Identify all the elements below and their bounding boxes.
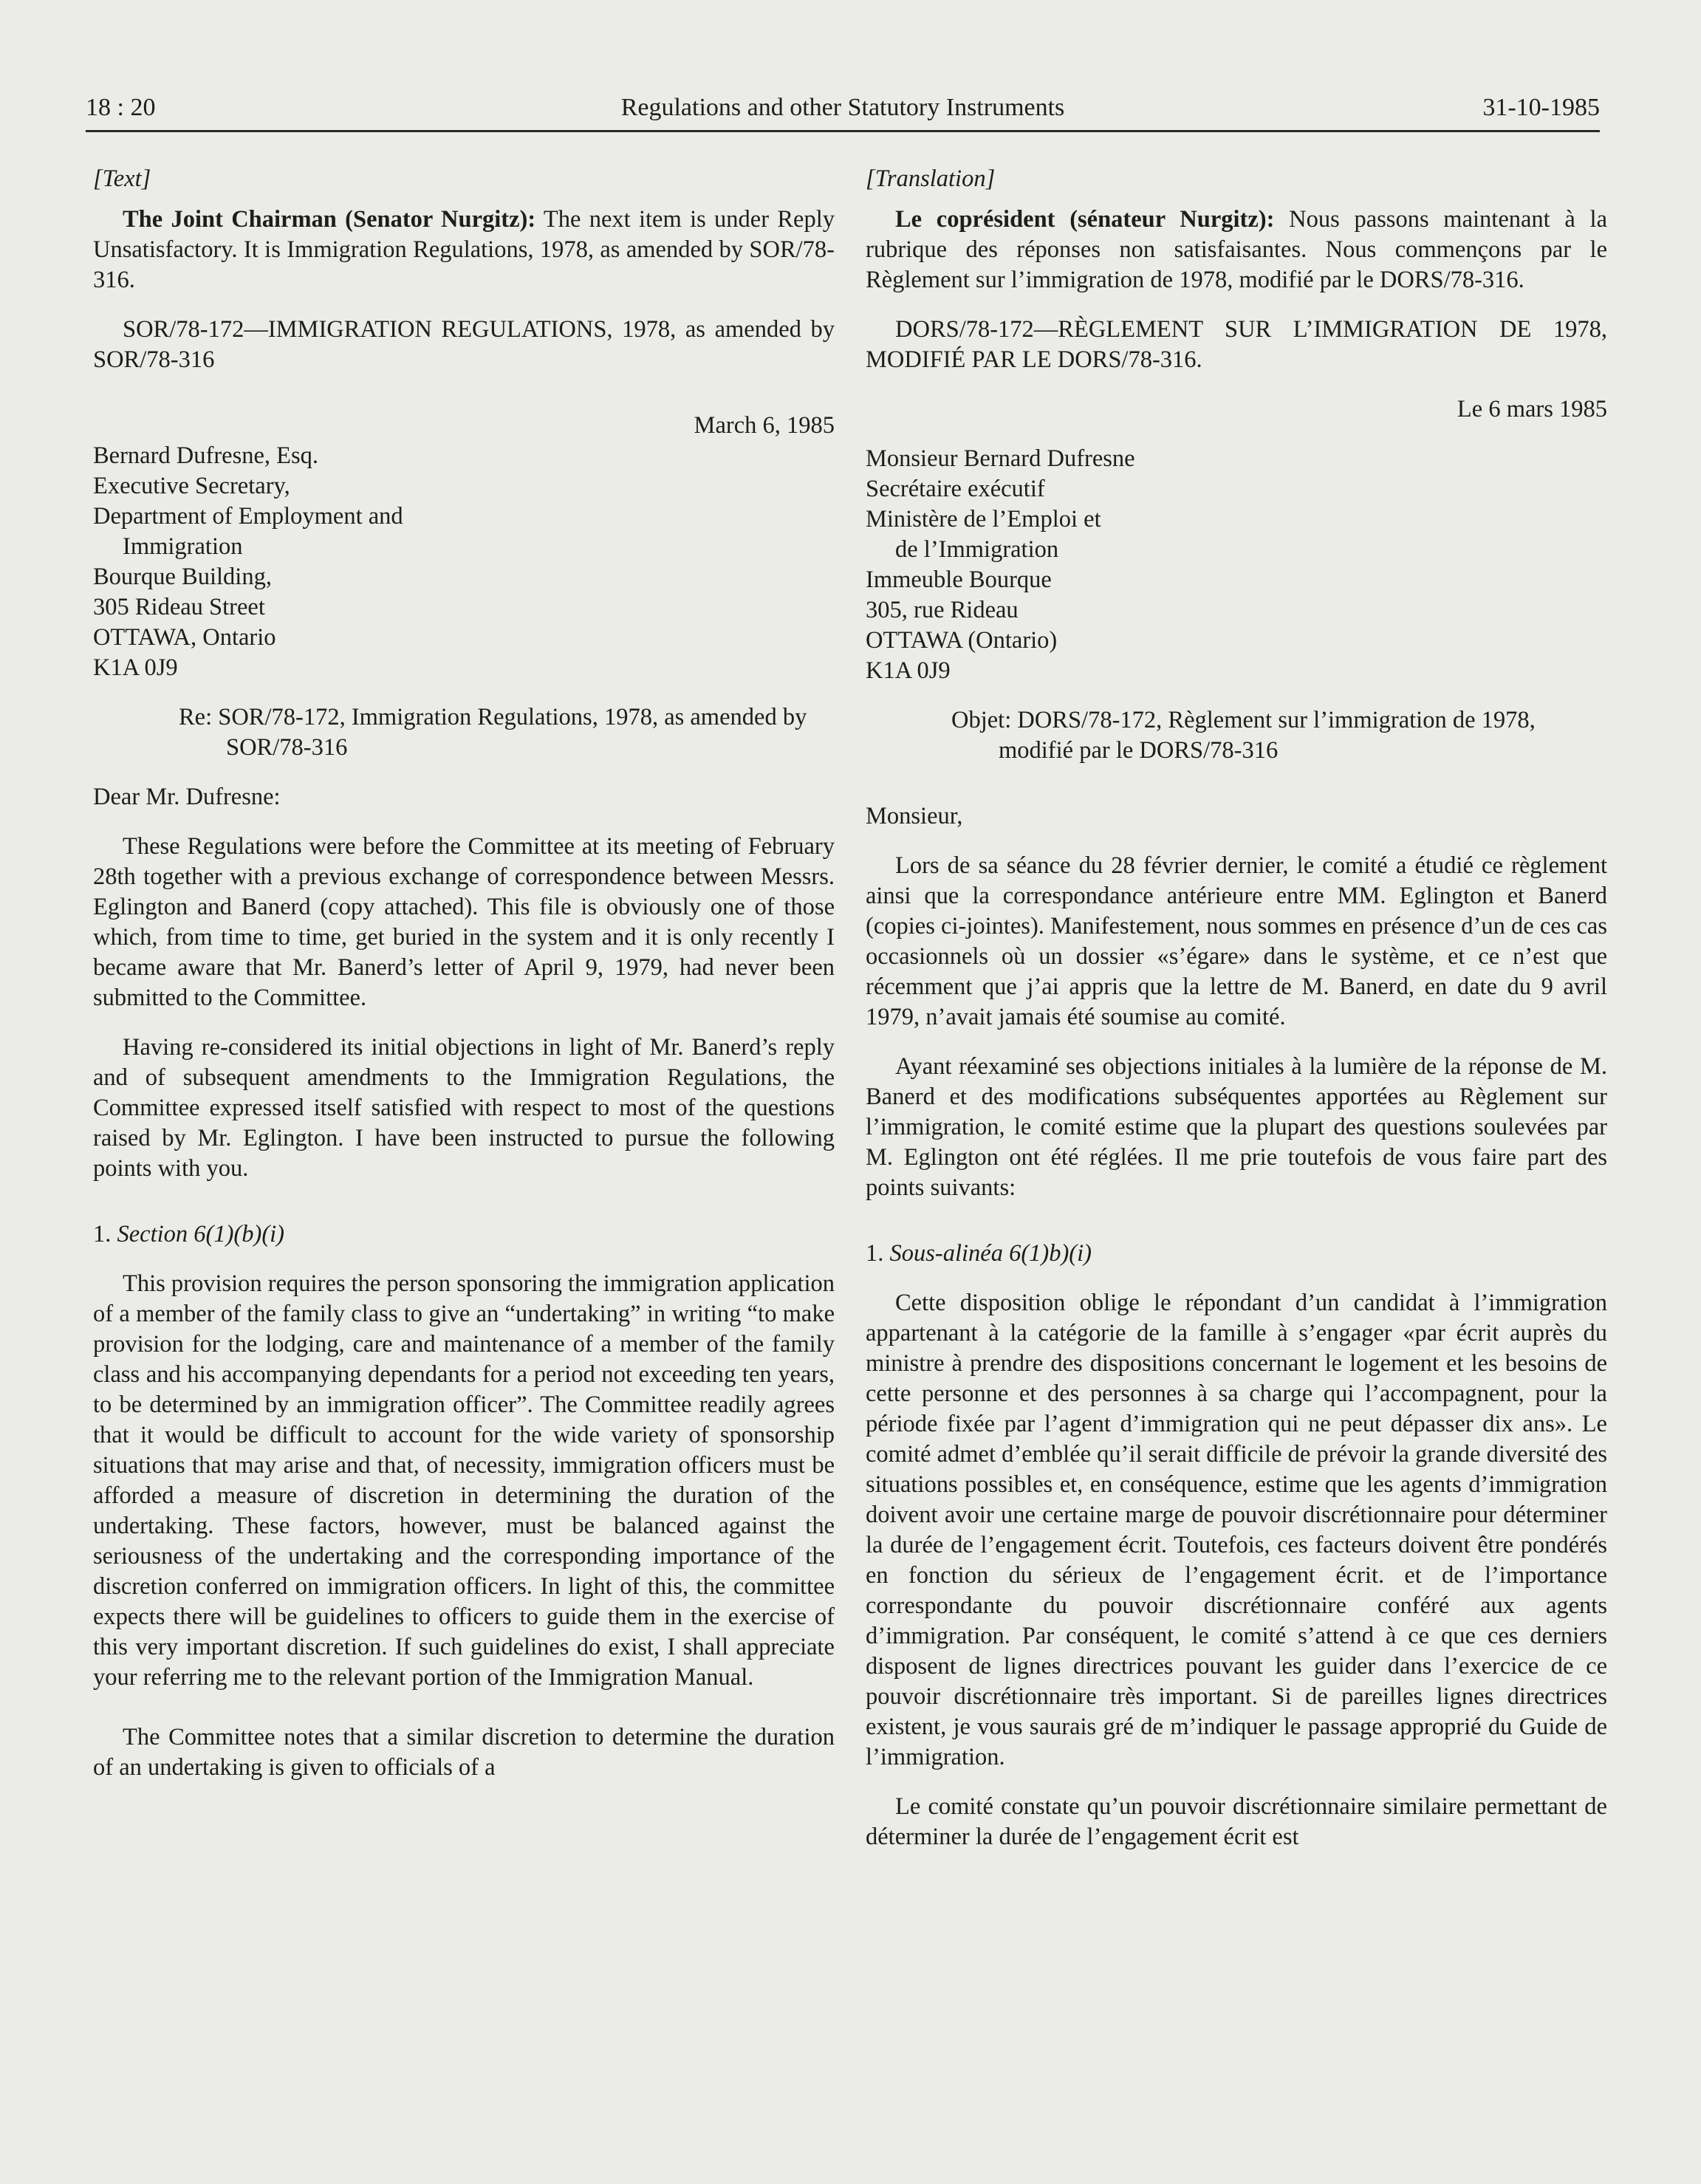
recipient-address bbox=[93, 441, 835, 683]
speaker-name: Le coprésident (sénateur Nurgitz): bbox=[895, 206, 1275, 233]
speaker-paragraph bbox=[93, 205, 835, 295]
address-line: Bourque Building, bbox=[93, 564, 272, 590]
speaker-paragraph bbox=[866, 205, 1607, 295]
address-line: OTTAWA (Ontario) bbox=[866, 627, 1058, 654]
letter-date: March 6, 1985 bbox=[694, 412, 835, 439]
section-number: 1. bbox=[93, 1221, 117, 1247]
salutation: Monsieur, bbox=[866, 803, 963, 829]
speaker-text: Nous passons maintenant à la rubrique des réponses non satisfaisantes. Nous commençons par le Règlement sur l’immigration de 1978, modifié par le DORS/78-316. bbox=[866, 206, 1607, 293]
body-paragraph: Cette disposition oblige le répondant d’un candidat à l’immigration appartenant à la catégorie de la famille à s’engager «par écrit auprès du ministre à prendre des dispositions concernant le logement et les besoins de cette personne et des personnes à sa charge qui l’accompagnent, pour la période fixée par l’agent d’immigration qui ne peut dépasser dix ans». Le comité admet d’emblée qu’il serait difficile de prévoir la grande diversité des situations possibles et, en conséquence, estime que les agents d’immigration doivent avoir une certaine marge de pouvoir discrétionnaire pour déterminer la durée de l’engagement écrit. Toutefois, ces facteurs doivent être pondérés en fonction du sérieux de l’engagement écrit. et de l’importance correspondante du pouvoir discrétionnaire conféré aux agents d’immigration. Par conséquent, le comité s’attend à ce que ces derniers disposent de lignes directrices pouvant les guider dans l’exercice de ce pouvoir discrétionnaire très important. Si de pareilles lignes directrices existent, je vous saurais gré de m’indiquer le passage approprié du Guide de l’immigration. bbox=[866, 1290, 1607, 1770]
address-line: 305, rue Rideau bbox=[866, 597, 1019, 623]
section-heading bbox=[866, 1239, 1607, 1269]
body-paragraph: These Regulations were before the Committee at its meeting of February 28th together with a previous exchange of correspondence between Messrs. Eglington and Banerd (copy attached). This file is obviously one of those which, from time to time, get buried in the system and it is only recently I became aware that Mr. Banerd’s letter of April 9, 1979, had never been submitted to the Committee. bbox=[93, 833, 835, 1011]
address-line: de l’Immigration bbox=[895, 536, 1059, 563]
letter-date: Le 6 mars 1985 bbox=[1457, 396, 1607, 422]
body-paragraph: The Committee notes that a similar discretion to determine the duration of an undertaking is given to officials of a bbox=[93, 1724, 835, 1781]
address-line: Secrétaire exécutif bbox=[866, 476, 1045, 502]
address-line: Immeuble Bourque bbox=[866, 566, 1052, 593]
address-line: K1A 0J9 bbox=[866, 657, 951, 684]
text-label: [Text] bbox=[93, 165, 151, 192]
page-number: 18 : 20 bbox=[86, 94, 156, 121]
body-paragraph: This provision requires the person sponsoring the immigration application of a member of the family class to give an “undertaking” in writing “to make provision for the lodging, care and maintenance of a member of the family class and his accompanying dependants for a period not exceeding ten years, to be determined by an immigration officer”. The Committee readily agrees that it would be difficult to account for the wide variety of sponsorship situations that may arise and that, of necessity, immigration officers must be afforded a measure of discretion in determining the duration of the undertaking. These factors, however, must be balanced against the seriousness of the undertaking and the corresponding importance of the discretion conferred on immigration officers. In light of this, the committee expects there will be guidelines to officers to guide them in the exercise of this very important discretion. If such guidelines do exist, I shall appreciate your referring me to the relevant portion of the Immigration Manual. bbox=[93, 1270, 835, 1691]
translation-label: [Translation] bbox=[866, 165, 996, 192]
english-column bbox=[93, 164, 835, 1783]
address-line: Immigration bbox=[123, 533, 243, 560]
section-heading bbox=[93, 1219, 835, 1250]
header-date: 31-10-1985 bbox=[1482, 94, 1600, 121]
address-line: Bernard Dufresne, Esq. bbox=[93, 442, 319, 469]
re-line: Objet: DORS/78-172, Règlement sur l’immigration de 1978, modifié par le DORS/78-316 bbox=[951, 707, 1536, 764]
regulation-heading: DORS/78-172—RÈGLEMENT SUR L’IMMIGRATION DE 1978, MODIFIÉ PAR LE DORS/78-316. bbox=[866, 316, 1607, 373]
section-title: Sous-alinéa 6(1)b)(i) bbox=[889, 1240, 1092, 1267]
body-paragraph: Having re-considered its initial objections in light of Mr. Banerd’s reply and of subsequent amendments to the Immigration Regulations, the Committee expressed itself satisfied with respect to most of the questions raised by Mr. Eglington. I have been instructed to pursue the following points with you. bbox=[93, 1034, 835, 1182]
body-paragraph: Ayant réexaminé ses objections initiales à la lumière de la réponse de M. Banerd et des modifications subséquentes apportées au Règlement sur l’immigration, le comité estime que la plupart des questions soulevées par M. Eglington ont été réglées. Il me prie toutefois de vous faire part des points suivants: bbox=[866, 1053, 1607, 1201]
french-column bbox=[866, 164, 1607, 1852]
address-line: Department of Employment and bbox=[93, 503, 403, 530]
address-line: Monsieur Bernard Dufresne bbox=[866, 445, 1135, 472]
address-line: OTTAWA, Ontario bbox=[93, 624, 276, 651]
section-title: Section 6(1)(b)(i) bbox=[117, 1221, 285, 1247]
page-header bbox=[86, 89, 1600, 132]
running-title: Regulations and other Statutory Instruments bbox=[620, 94, 1065, 121]
regulation-heading: SOR/78-172—IMMIGRATION REGULATIONS, 1978, as amended by SOR/78-316 bbox=[93, 316, 835, 373]
body-paragraph: Le comité constate qu’un pouvoir discrétionnaire similaire permettant de déterminer la durée de l’engagement écrit est bbox=[866, 1793, 1607, 1850]
body-paragraph: Lors de sa séance du 28 février dernier, le comité a étudié ce règlement ainsi que la correspondance antérieure entre MM. Eglington et Banerd (copies ci-jointes). Manifestement, nous sommes en présence d’un de ces cas occasionnels où un dossier «s’égare» dans le système, et ce n’est que récemment que j’ai appris que la lettre de M. Banerd, en date du 9 avril 1979, n’avait jamais été soumise au comité. bbox=[866, 852, 1607, 1030]
recipient-address bbox=[866, 444, 1607, 686]
speaker-name: The Joint Chairman (Senator Nurgitz): bbox=[123, 206, 536, 233]
section-number: 1. bbox=[866, 1240, 890, 1267]
address-line: Ministère de l’Emploi et bbox=[866, 506, 1101, 533]
salutation: Dear Mr. Dufresne: bbox=[93, 784, 281, 810]
re-line: Re: SOR/78-172, Immigration Regulations, 1978, as amended by SOR/78-316 bbox=[179, 704, 807, 761]
address-line: 305 Rideau Street bbox=[93, 594, 265, 620]
address-line: K1A 0J9 bbox=[93, 654, 178, 681]
speaker-text: The next item is under Reply Unsatisfactory. It is Immigration Regulations, 1978, as amended by SOR/78-316. bbox=[93, 206, 835, 293]
address-line: Executive Secretary, bbox=[93, 473, 290, 499]
